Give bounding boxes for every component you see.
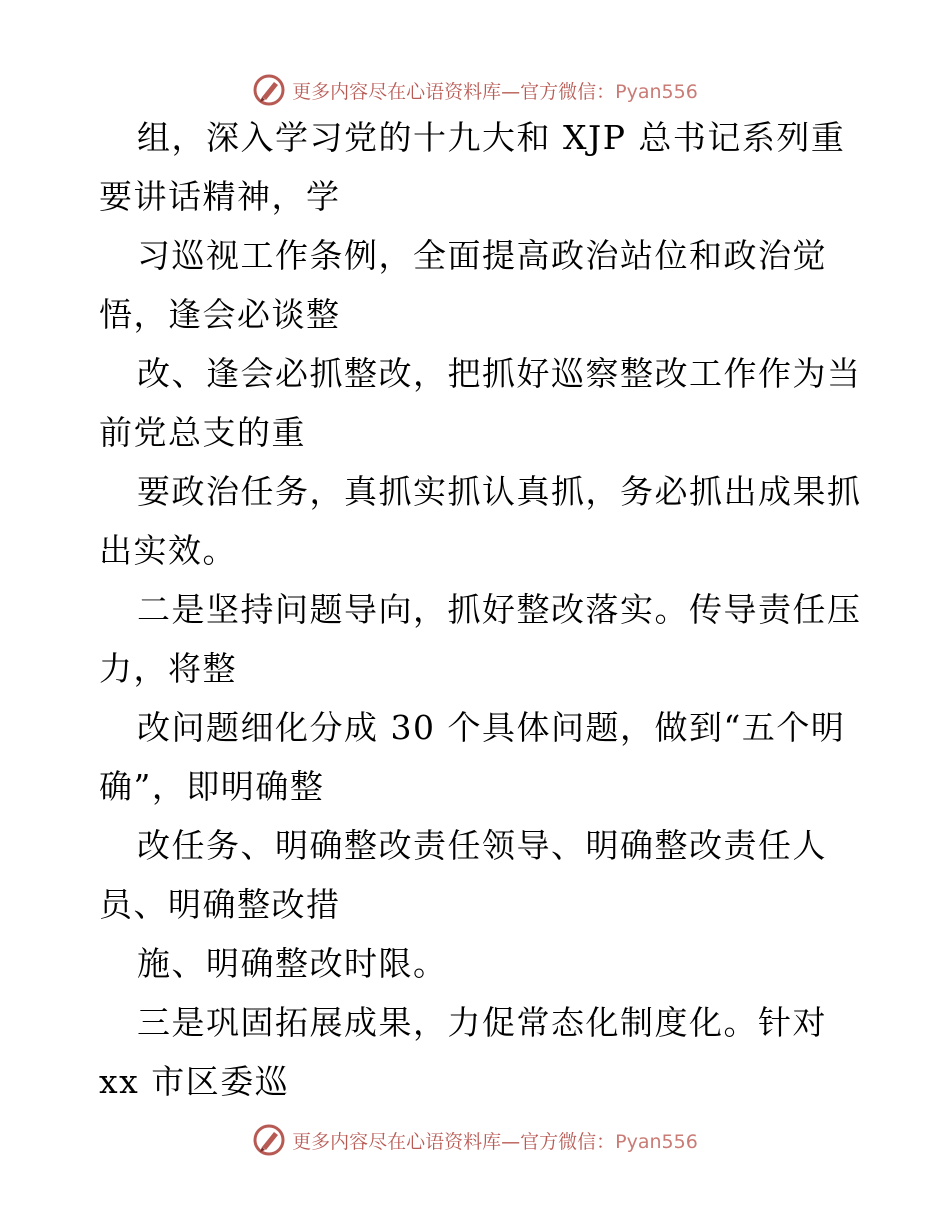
watermark-text [292, 77, 698, 104]
paragraph-line: 施、明确整改时限。 [137, 944, 448, 983]
paragraph-line: 二是坚持问题导向，抓好整改落实。传导责任压 [137, 590, 862, 629]
paragraph-line: 习巡视工作条例，全面提高政治站位和政治觉 [137, 236, 827, 275]
paragraph-continuation: 确”，即明确整 [99, 767, 325, 806]
paragraph-line: 组，深入学习党的十九大和 XJP 总书记系列重 [137, 118, 846, 157]
paragraph-continuation: 出实效。 [99, 531, 237, 570]
paragraph-continuation: 要讲话精神，学 [99, 177, 341, 216]
paragraph-continuation: 员、明确整改措 [99, 885, 341, 924]
paragraph-continuation: 前党总支的重 [99, 413, 306, 452]
paragraph-line: 要政治任务，真抓实抓认真抓，务必抓出成果抓 [137, 472, 862, 511]
footer-watermark [0, 1120, 950, 1160]
paragraph-line: 改问题细化分成 30 个具体问题，做到“五个明 [137, 708, 846, 747]
watermark-label: 更多内容尽在心语资料库—官方微信： [292, 1130, 616, 1153]
watermark-id: Pyan556 [615, 1130, 698, 1153]
watermark-label: 更多内容尽在心语资料库—官方微信： [292, 80, 616, 103]
paragraph-continuation: 悟，逢会必谈整 [99, 295, 341, 334]
paragraph-continuation: xx 市区委巡 [99, 1062, 290, 1101]
paragraph-line: 三是巩固拓展成果，力促常态化制度化。针对 [137, 1003, 827, 1042]
paragraph-line: 改任务、明确整改责任领导、明确整改责任人 [137, 826, 827, 865]
pen-logo-icon [252, 1123, 286, 1157]
watermark-id: Pyan556 [615, 80, 698, 103]
pen-logo-icon [252, 73, 286, 107]
header-watermark [0, 70, 950, 110]
paragraph-line: 改、逢会必抓整改，把抓好巡察整改工作作为当 [137, 354, 862, 393]
watermark-text [292, 1127, 698, 1154]
paragraph-continuation: 力，将整 [99, 649, 237, 688]
